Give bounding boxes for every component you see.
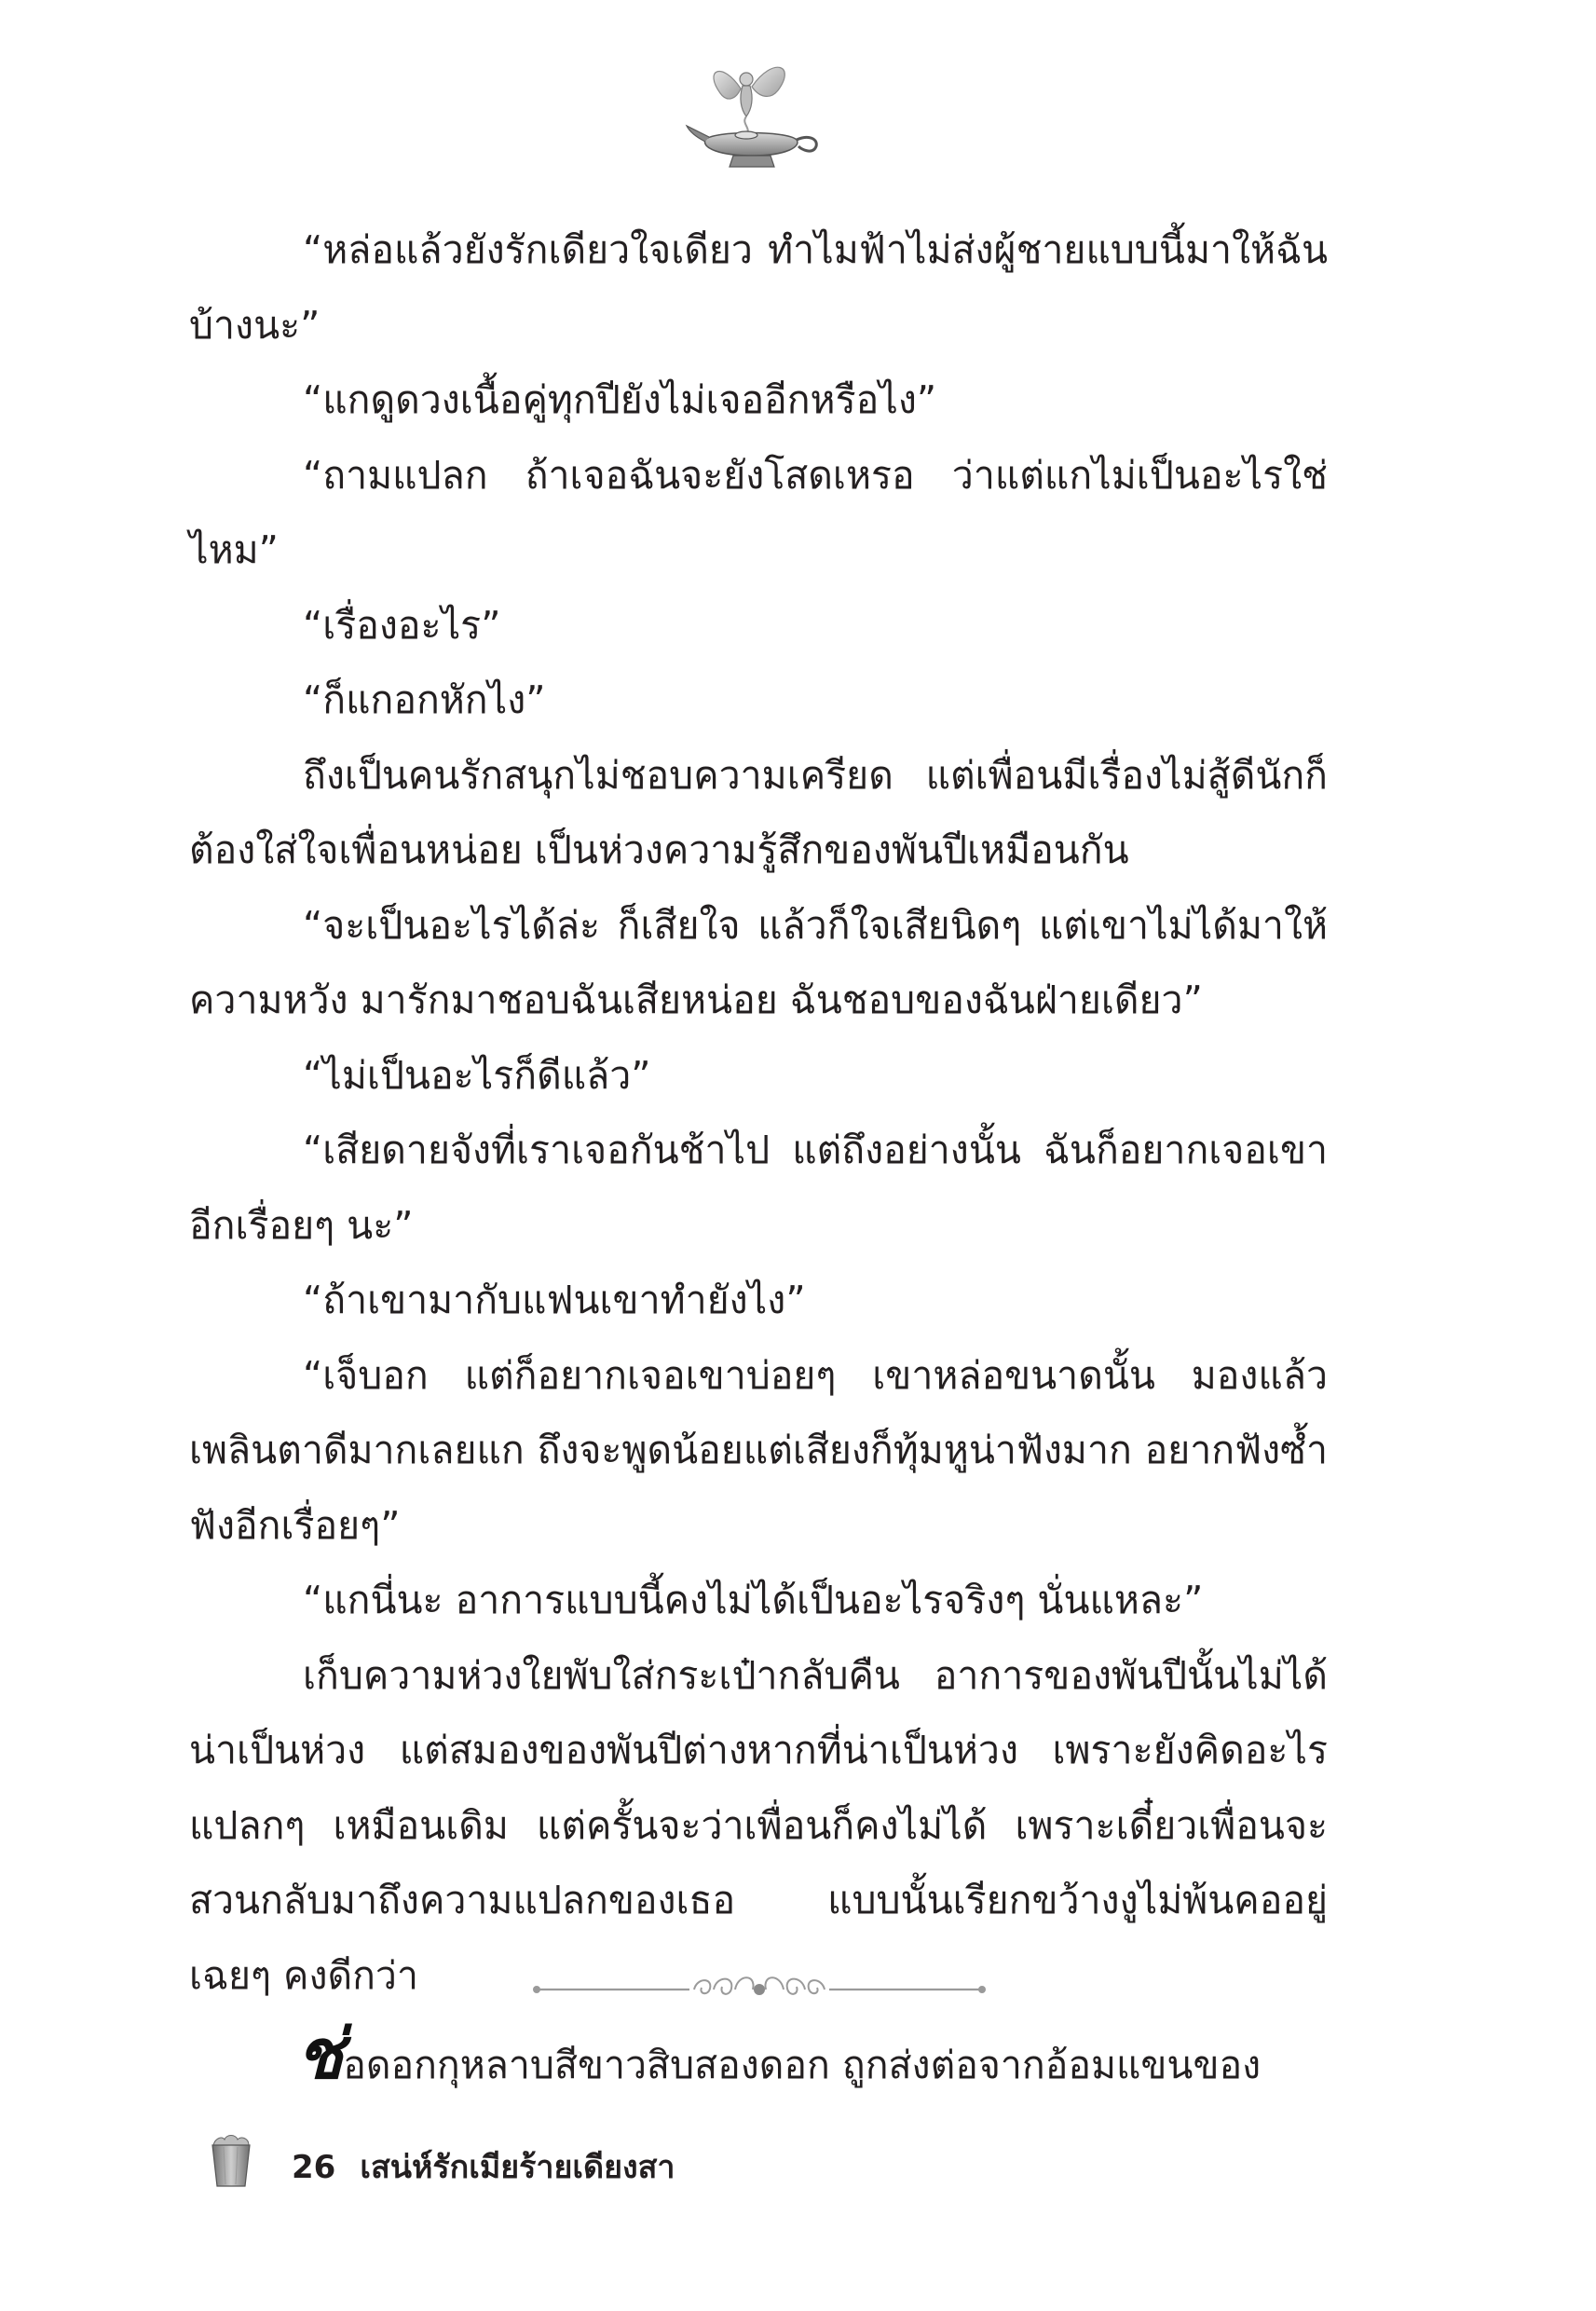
paragraph: “เจ็บอก แต่ก็อยากเจอเขาบ่อยๆ เขาหล่อขนาดนั้น มองแล้วเพลินตาดีมากเลยแก ถึงจะพูดน้อยแต่เสียงก็ทุ้มหูน่าฟังมาก อยากฟังซ้ำฟังอีกเรื่อยๆ”	[189, 1352, 1328, 1548]
chapter-opening	[296, 2015, 1330, 2102]
popcorn-cup-icon	[210, 2132, 252, 2188]
book-title: เสน่ห์รักเมียร้ายเดียงสา	[360, 2149, 675, 2186]
paragraph: “ก็แกอกหักไง”	[303, 677, 546, 722]
paragraph: “แกนี่นะ อาการแบบนี้คงไม่ได้เป็นอะไรจริงๆ นั่นแหละ”	[303, 1578, 1204, 1622]
drop-cap: ช่	[296, 2015, 344, 2095]
paragraph: “ไม่เป็นอะไรก็ดีแล้ว”	[303, 1052, 651, 1098]
paragraph: เก็บความห่วงใยพับใส่กระเป๋ากลับคืน อาการของพันปีนั้นไม่ได้น่าเป็นห่วง แต่สมองของพันปีต่างหากที่น่าเป็นห่วง เพราะยังคิดอะไรแปลกๆ เหมือนเดิม แต่ครั้นจะว่าเพื่อนก็คงไม่ได้ เพราะเดี๋ยวเพื่อนจะสวนกลับมาถึงความแปลกของเธอ แบบนั้นเรียกขว้างงูไม่พ้นคออยู่เฉยๆ คงดีกว่า	[189, 1652, 1328, 1998]
paragraph: “เสียดายจังที่เราเจอกันช้าไป แต่ถึงอย่างนั้น ฉันก็อยากเจอเขาอีกเรื่อยๆ นะ”	[189, 1128, 1328, 1248]
page-footer	[210, 2132, 675, 2188]
genie-lamp-fairy-icon	[685, 51, 825, 177]
chapter-opening-text: อดอกกุหลาบสีขาวสิบสองดอก ถูกส่งต่อจากอ้อมแขนของ	[343, 2043, 1262, 2087]
scroll-ornament-divider	[531, 1966, 988, 2013]
paragraph: “แกดูดวงเนื้อคู่ทุกปียังไม่เจออีกหรือไง”	[303, 377, 937, 422]
body-text	[189, 212, 1328, 2013]
paragraph: “หล่อแล้วยังรักเดียวใจเดียว ทำไมฟ้าไม่ส่งผู้ชายแบบนี้มาให้ฉันบ้างนะ”	[189, 227, 1328, 348]
page-number: 26	[292, 2149, 336, 2186]
paragraph: “เรื่องอะไร”	[303, 602, 501, 648]
paragraph: “จะเป็นอะไรได้ล่ะ ก็เสียใจ แล้วก็ใจเสียนิดๆ แต่เขาไม่ได้มาให้ความหวัง มารักมาชอบฉันเสียหน่อย ฉันชอบของฉันฝ่ายเดียว”	[189, 902, 1328, 1022]
paragraph: “ถามแปลก ถ้าเจอฉันจะยังโสดเหรอ ว่าแต่แกไม่เป็นอะไรใช่ไหม”	[189, 452, 1328, 572]
paragraph: “ถ้าเขามากับแฟนเขาทำยังไง”	[303, 1278, 806, 1322]
paragraph: ถึงเป็นคนรักสนุกไม่ชอบความเครียด แต่เพื่อนมีเรื่องไม่สู้ดีนักก็ต้องใส่ใจเพื่อนหน่อย เป็นห่วงความรู้สึกของพันปีเหมือนกัน	[189, 752, 1328, 872]
